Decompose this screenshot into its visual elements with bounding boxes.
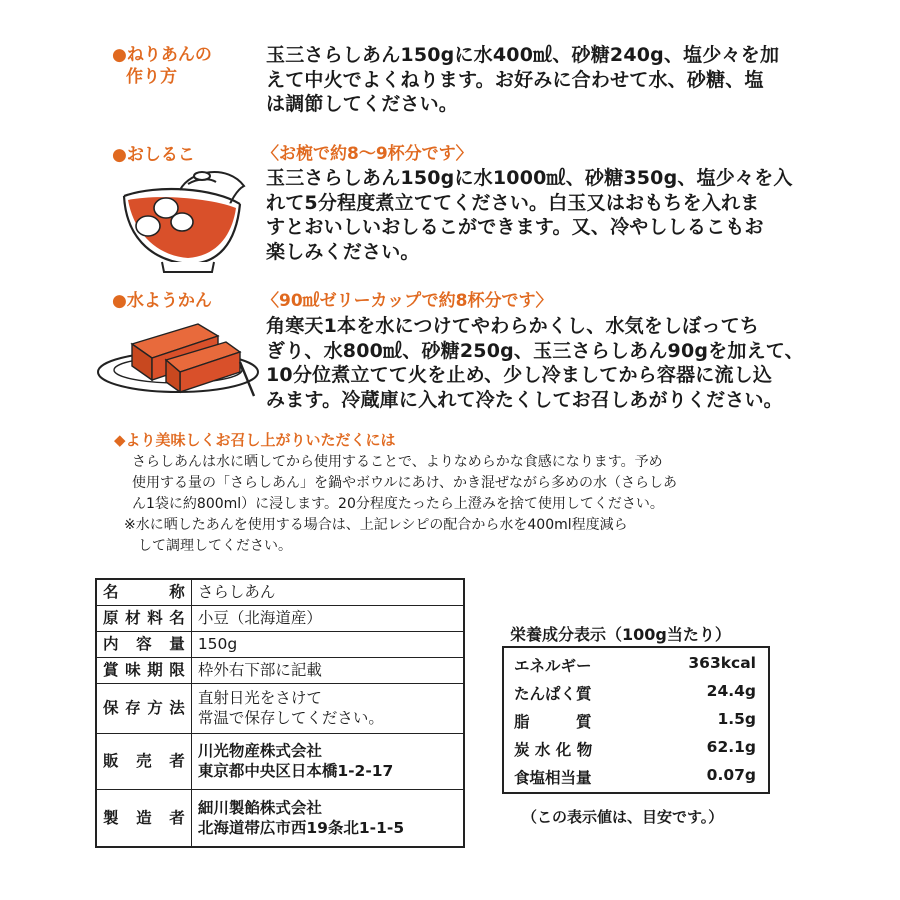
nutrition-name: 食塩相当量 [514, 769, 592, 787]
nutrition-value: 62.1g [706, 738, 756, 756]
product-info-table [95, 578, 465, 848]
oshiruko-subtitle: 〈お椀で約8〜9杯分です〉 [262, 144, 473, 164]
tips-line-1: さらしあんは水に晒してから使用することで、よりなめらかな食感になります。予め [132, 454, 663, 470]
mizuyokan-line-2: ぎり、水800㎖、砂糖250g、玉三さらしあん90gを加えて、 [266, 339, 804, 362]
product-value-line: 常温で保存してください。 [197, 709, 384, 727]
tips-line-2: 使用する量の「さらしあん」を鍋やボウルにあけ、かき混ぜながら多めの水（さらしあ [132, 475, 678, 491]
product-value: さらしあん [191, 579, 464, 605]
oshiruko-line-1: 玉三さらしあん150gに水1000㎖、砂糖350g、塩少々を入 [266, 167, 793, 189]
nutrition-value: 363kcal [688, 654, 756, 672]
nutrition-row-carbohydrate [514, 738, 756, 764]
product-key: 原材料名 [96, 605, 191, 631]
product-value-line: 直射日光をさけて [197, 689, 322, 707]
product-value-line: 細川製餡株式会社 [197, 798, 322, 817]
nutrition-name: たんぱく質 [514, 685, 592, 703]
mizuyokan-plate-illustration [94, 314, 262, 410]
oshiruko-bowl-illustration [118, 164, 268, 276]
nutrition-name: 炭 水 化 物 [514, 741, 593, 759]
nutrition-table [502, 646, 770, 794]
nutrition-row-protein [514, 682, 756, 708]
oshiruko-title: ●おしるこ [112, 145, 195, 165]
oshiruko-line-2: れて5分程度煮立ててください。白玉又はおもちを入れま [266, 191, 760, 214]
neri-an-title-line-1: ●ねりあんの [112, 45, 212, 65]
oshiruko-instructions [266, 166, 793, 264]
product-key: 製造者 [96, 789, 191, 847]
mizuyokan-instructions [266, 314, 804, 412]
tips-note-line-1: ※水に晒したあんを使用する場合は、上記レシピの配合から水を400ml程度減ら [124, 517, 628, 533]
tips-line-3: ん1袋に約800ml）に浸します。20分程度たったら上澄みを捨て使用してください。 [132, 496, 664, 512]
tips-note-line-2: して調理してください。 [124, 538, 292, 554]
product-value-line: 東京都中央区日本橋1-2-17 [197, 762, 394, 780]
product-key: 賞味期限 [96, 657, 191, 683]
mizuyokan-line-3: 10分位煮立てて火を止め、少し冷ましてから容器に流し込 [266, 364, 773, 386]
neri-an-instructions [266, 43, 779, 117]
mizuyokan-title: ●水ようかん [112, 291, 212, 311]
product-row-ingredients [96, 605, 464, 631]
nutrition-title: 栄養成分表示（100g当たり） [510, 625, 731, 644]
mizuyokan-line-1: 角寒天1本を水につけてやわらかくし、水気をしぼってち [266, 315, 760, 337]
product-value: 小豆（北海道産） [191, 605, 464, 631]
product-row-name [96, 579, 464, 605]
neri-an-line-2: えて中火でよくねります。お好みに合わせて水、砂糖、塩 [266, 68, 764, 91]
product-value [191, 733, 464, 789]
nutrition-name: 脂 質 [514, 713, 592, 731]
nutrition-value: 24.4g [706, 682, 756, 700]
neri-an-title [112, 44, 212, 88]
product-key: 販売者 [96, 733, 191, 789]
product-value: 150g [191, 631, 464, 657]
product-value [191, 789, 464, 847]
product-row-seller [96, 733, 464, 789]
product-key: 内容量 [96, 631, 191, 657]
nutrition-row-fat [514, 710, 756, 736]
oshiruko-line-4: 楽しみください。 [266, 240, 420, 263]
product-value: 枠外右下部に記載 [191, 657, 464, 683]
mizuyokan-subtitle: 〈90㎖ゼリーカップで約8杯分です〉 [262, 291, 553, 311]
product-row-contents [96, 631, 464, 657]
oshiruko-line-3: すとおいしいおしるこができます。又、冷やししるこもお [266, 216, 764, 238]
neri-an-line-3: は調節してください。 [266, 93, 459, 115]
mizuyokan-line-4: みます。冷蔵庫に入れて冷たくしてお召しあがりください。 [266, 388, 783, 411]
product-row-best-before [96, 657, 464, 683]
nutrition-note: （この表示値は、目安です。） [522, 808, 724, 826]
product-row-storage [96, 683, 464, 733]
nutrition-row-energy [514, 654, 756, 680]
product-row-manufacturer [96, 789, 464, 847]
nutrition-row-salt [514, 766, 756, 792]
neri-an-line-1: 玉三さらしあん150gに水400㎖、砂糖240g、塩少々を加 [266, 44, 780, 66]
product-value-line: 北海道帯広市西19条北1-1-5 [197, 818, 405, 837]
product-key: 名 称 [96, 579, 191, 605]
nutrition-value: 1.5g [717, 710, 756, 728]
neri-an-title-line-2: 作り方 [126, 67, 177, 87]
product-value-line: 川光物産株式会社 [197, 742, 322, 760]
nutrition-value: 0.07g [706, 766, 756, 784]
nutrition-name: エネルギー [514, 657, 592, 675]
tips-body [124, 452, 678, 557]
product-key: 保存方法 [96, 683, 191, 733]
product-value [191, 683, 464, 733]
tips-title: ◆より美味しくお召し上がりいただくには [114, 431, 396, 449]
